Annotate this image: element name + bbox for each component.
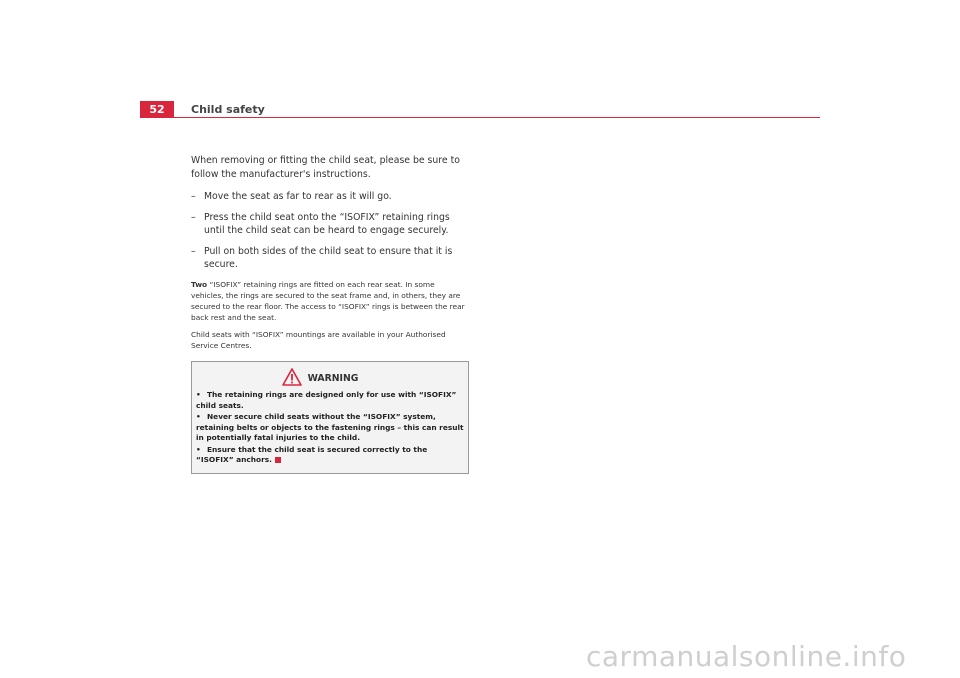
step-dash: – [191, 246, 196, 257]
warning-text: Ensure that the child seat is secured correctly to the “ISOFIX” anchors. [196, 444, 428, 464]
warning-item [196, 412, 464, 444]
warning-title: WARNING [307, 372, 359, 384]
intro-paragraph: When removing or fitting the child seat, please be sure to follow the manufacturer's instructions. [191, 155, 460, 180]
header-divider [174, 117, 820, 118]
warning-header [176, 368, 464, 386]
rings-lead: Two [191, 280, 208, 289]
bullet-icon: • [196, 444, 201, 454]
step-item [191, 211, 469, 237]
page-number: 52 [140, 101, 174, 118]
warning-item [196, 445, 464, 466]
warning-text: Never secure child seats without the “ISOFIX” system, retaining belts or objects to the fastening rings – this can result in potentially fatal injuries to the child. [196, 412, 464, 442]
rings-text: “ISOFIX” retaining rings are fitted on each rear seat. In some vehicles, the rings are secured to the seat frame and, in others, they are secured to the rear floor. The access to “ISOFIX” rings is between the rear back rest and the seat. [191, 280, 465, 322]
instruction-steps [191, 190, 469, 271]
warning-item [196, 390, 464, 411]
bullet-icon: • [196, 412, 201, 421]
warning-box [191, 361, 469, 474]
warning-list [196, 390, 464, 466]
rings-paragraph [191, 279, 469, 323]
step-item [191, 245, 469, 271]
warning-text: The retaining rings are designed only for use with “ISOFIX” child seats. [196, 390, 457, 410]
step-text: Move the seat as far to rear as it will go. [204, 191, 392, 202]
bullet-icon: • [196, 390, 201, 399]
main-content [191, 154, 469, 474]
step-item [191, 190, 469, 203]
warning-triangle-icon [282, 368, 302, 386]
end-of-section-mark [275, 457, 281, 463]
step-dash: – [191, 212, 196, 223]
section-title: Child safety [191, 103, 265, 116]
step-dash: – [191, 191, 196, 202]
step-text: Pull on both sides of the child seat to ensure that it is secure. [204, 246, 453, 270]
step-text: Press the child seat onto the “ISOFIX” retaining rings until the child seat can be heard to engage securely. [204, 212, 450, 236]
watermark: carmanualsonline.info [586, 640, 907, 673]
availability-paragraph: Child seats with “ISOFIX” mountings are available in your Authorised Service Centres. [191, 330, 446, 350]
